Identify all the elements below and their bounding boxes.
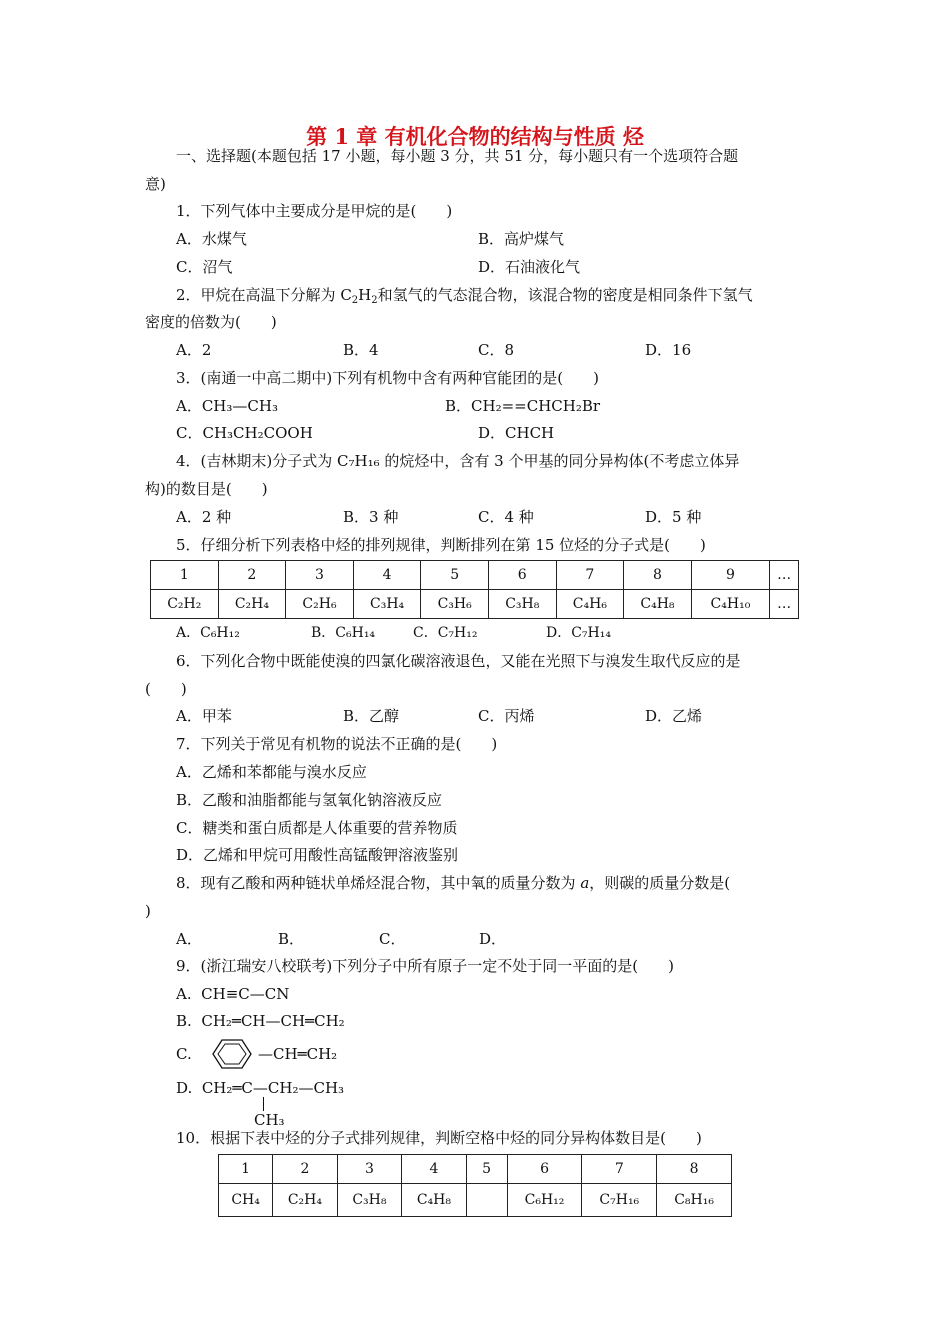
q5-cell: C₂H₂: [151, 590, 219, 619]
q2-option-c: C．8: [478, 341, 515, 359]
q5-stem: 5．仔细分析下列表格中烃的排列规律，判断排列在第 15 位烃的分子式是( ): [176, 536, 706, 554]
q10-blank-cell: [466, 1184, 507, 1217]
q4-stem-line2: 构)的数目是( ): [145, 480, 268, 498]
q4-stem-line1: 4．(吉林期末)分子式为 C₇H₁₆ 的烷烃中，含有 3 个甲基的同分异构体(不考虑立体异: [176, 452, 740, 470]
q3-option-c: C．CH₃CH₂COOH: [176, 424, 313, 442]
q5-cell: C₃H₈: [488, 590, 556, 619]
q4-option-d: D．5 种: [645, 508, 702, 526]
q2-stem-part2: H: [358, 286, 372, 304]
q10-cell: 6: [507, 1155, 582, 1184]
q9-option-c: [176, 1044, 192, 1064]
benzene-ring-icon: [203, 1036, 261, 1072]
q9-stem: 9．(浙江瑞安八校联考)下列分子中所有原子一定不处于同一平面的是( ): [176, 957, 674, 975]
q7-option-a: A．乙烯和苯都能与溴水反应: [176, 763, 367, 781]
q2-stem-part3: 和氢气的气态混合物，该混合物的密度是相同条件下氢气: [377, 286, 753, 304]
q9-option-c-label: C.: [176, 1045, 192, 1063]
q10-cell: 7: [582, 1155, 657, 1184]
q5-cell: 9: [691, 561, 769, 590]
q9-option-c-formula: —CH═CH₂: [258, 1045, 338, 1063]
q5-cell: 4: [353, 561, 421, 590]
q7-option-c: C．糖类和蛋白质都是人体重要的营养物质: [176, 819, 458, 837]
q5-option-c: C．C₇H₁₂: [413, 625, 478, 641]
q5-cell: C₃H₆: [421, 590, 489, 619]
q1-stem: 1．下列气体中主要成分是甲烷的是( ): [176, 202, 453, 220]
q5-table-header-row: [151, 561, 799, 590]
q5-cell: 3: [286, 561, 354, 590]
q8-variable: a: [580, 874, 590, 892]
q9-option-d-label: D.: [176, 1079, 193, 1097]
q5-cell: C₃H₄: [353, 590, 421, 619]
section-heading-line1: 一、选择题(本题包括 17 小题，每小题 3 分，共 51 分，每小题只有一个选项符合题: [176, 147, 739, 165]
q10-cell: C₂H₄: [273, 1184, 337, 1217]
q7-option-b: B．乙酸和油脂都能与氢氧化钠溶液反应: [176, 791, 443, 809]
q9-option-a-label: A.: [176, 985, 192, 1003]
q6-stem-line2: ( ): [145, 680, 187, 698]
q5-cell: 6: [488, 561, 556, 590]
q10-table: [218, 1154, 732, 1217]
q5-cell: 1: [151, 561, 219, 590]
q9-option-a: [176, 984, 289, 1004]
q6-option-d: D．乙烯: [645, 707, 703, 725]
q10-cell: C₃H₈: [337, 1184, 401, 1217]
q1-option-c: C．沼气: [176, 258, 233, 276]
section-heading-line2: 意): [145, 175, 166, 193]
q8-stem-part1: 8．现有乙酸和两种链状单烯烃混合物，其中氧的质量分数为: [176, 874, 581, 892]
q10-cell: 2: [273, 1155, 337, 1184]
q3-stem: 3．(南通一中高二期中)下列有机物中含有两种官能团的是( ): [176, 369, 599, 387]
q8-option-b: B．: [278, 930, 305, 948]
page-title: 第 1 章 有机化合物的结构与性质 烃: [306, 124, 644, 149]
q6-stem-line1: 6．下列化合物中既能使溴的四氯化碳溶液退色，又能在光照下与溴发生取代反应的是: [176, 652, 741, 670]
q7-stem: 7．下列关于常见有机物的说法不正确的是( ): [176, 735, 498, 753]
q10-cell: 5: [466, 1155, 507, 1184]
q10-cell: C₇H₁₆: [582, 1184, 657, 1217]
q6-option-a: A．甲苯: [176, 707, 232, 725]
q8-stem-line1: [176, 873, 730, 893]
q1-option-a: A．水煤气: [176, 230, 247, 248]
q5-cell: …: [770, 590, 799, 619]
q5-table-formula-row: [151, 590, 799, 619]
q3-option-b: B．CH₂==CHCH₂Br: [445, 397, 601, 415]
q5-cell: …: [770, 561, 799, 590]
q10-table-header-row: [219, 1155, 732, 1184]
q6-option-b: B．乙醇: [343, 707, 400, 725]
q10-cell: C₈H₁₆: [657, 1184, 732, 1217]
q3-option-d: D．CHCH: [478, 424, 555, 442]
q10-table-formula-row: [219, 1184, 732, 1217]
q9-option-d-branch: CH₃: [254, 1111, 285, 1129]
q7-option-d: D．乙烯和甲烷可用酸性高锰酸钾溶液鉴别: [176, 846, 459, 864]
q9-option-b-formula: CH₂═CH—CH═CH₂: [201, 1012, 345, 1030]
q5-cell: C₂H₆: [286, 590, 354, 619]
q2-option-a: A．2: [176, 341, 212, 359]
q1-option-d: D．石油液化气: [478, 258, 581, 276]
q4-option-b: B．3 种: [343, 508, 399, 526]
q9-option-a-formula: CH≡C—CN: [201, 985, 290, 1003]
q5-cell: C₄H₁₀: [691, 590, 769, 619]
q5-cell: 7: [556, 561, 624, 590]
q5-table: [150, 560, 799, 619]
q10-cell: C₄H₈: [402, 1184, 466, 1217]
q4-option-a: A．2 种: [176, 508, 232, 526]
q8-option-d: D．: [479, 930, 507, 948]
q2-option-d: D．16: [645, 341, 692, 359]
q5-cell: C₄H₈: [624, 590, 692, 619]
q5-cell: 5: [421, 561, 489, 590]
q10-stem: 10．根据下表中烃的分子式排列规律，判断空格中烃的同分异构体数目是( ): [176, 1129, 702, 1147]
q8-option-a: A．: [176, 930, 202, 948]
q9-option-b: [176, 1011, 345, 1031]
q10-cell: 1: [219, 1155, 273, 1184]
q9-option-d: [176, 1078, 344, 1098]
branch-bond: [263, 1097, 264, 1111]
q2-option-b: B．4: [343, 341, 379, 359]
q9-option-b-label: B.: [176, 1012, 192, 1030]
q2-stem-line1: 2．甲烷在高温下分解为 $C_2H_2$和氢气的气态混合物，该混合物的密度是相同条件下氢气: [176, 286, 753, 306]
q9-option-d-formula: CH₂═C—CH₂—CH₃: [201, 1079, 345, 1097]
q8-stem-line2: ): [145, 902, 151, 920]
q10-cell: 8: [657, 1155, 732, 1184]
q2-stem-line2: 密度的倍数为( ): [145, 313, 277, 331]
q10-cell: CH₄: [219, 1184, 273, 1217]
q8-option-c: C．: [379, 930, 406, 948]
q5-cell: 8: [624, 561, 692, 590]
q10-cell: 4: [402, 1155, 466, 1184]
q5-cell: C₄H₆: [556, 590, 624, 619]
q6-option-c: C．丙烯: [478, 707, 535, 725]
q4-option-c: C．4 种: [478, 508, 534, 526]
q5-cell: 2: [218, 561, 286, 590]
q1-option-b: B．高炉煤气: [478, 230, 565, 248]
q5-option-d: D．C₇H₁₄: [546, 625, 611, 641]
q10-cell: C₆H₁₂: [507, 1184, 582, 1217]
q5-option-b: B．C₆H₁₄: [311, 625, 376, 641]
q3-option-a: A．CH₃—CH₃: [176, 397, 278, 415]
q2-stem-part1: 2．甲烷在高温下分解为 C: [176, 286, 352, 304]
q8-stem-part2: ，则碳的质量分数是(: [589, 874, 731, 892]
q5-cell: C₂H₄: [218, 590, 286, 619]
q10-cell: 3: [337, 1155, 401, 1184]
q5-option-a: A．C₆H₁₂: [176, 625, 240, 641]
